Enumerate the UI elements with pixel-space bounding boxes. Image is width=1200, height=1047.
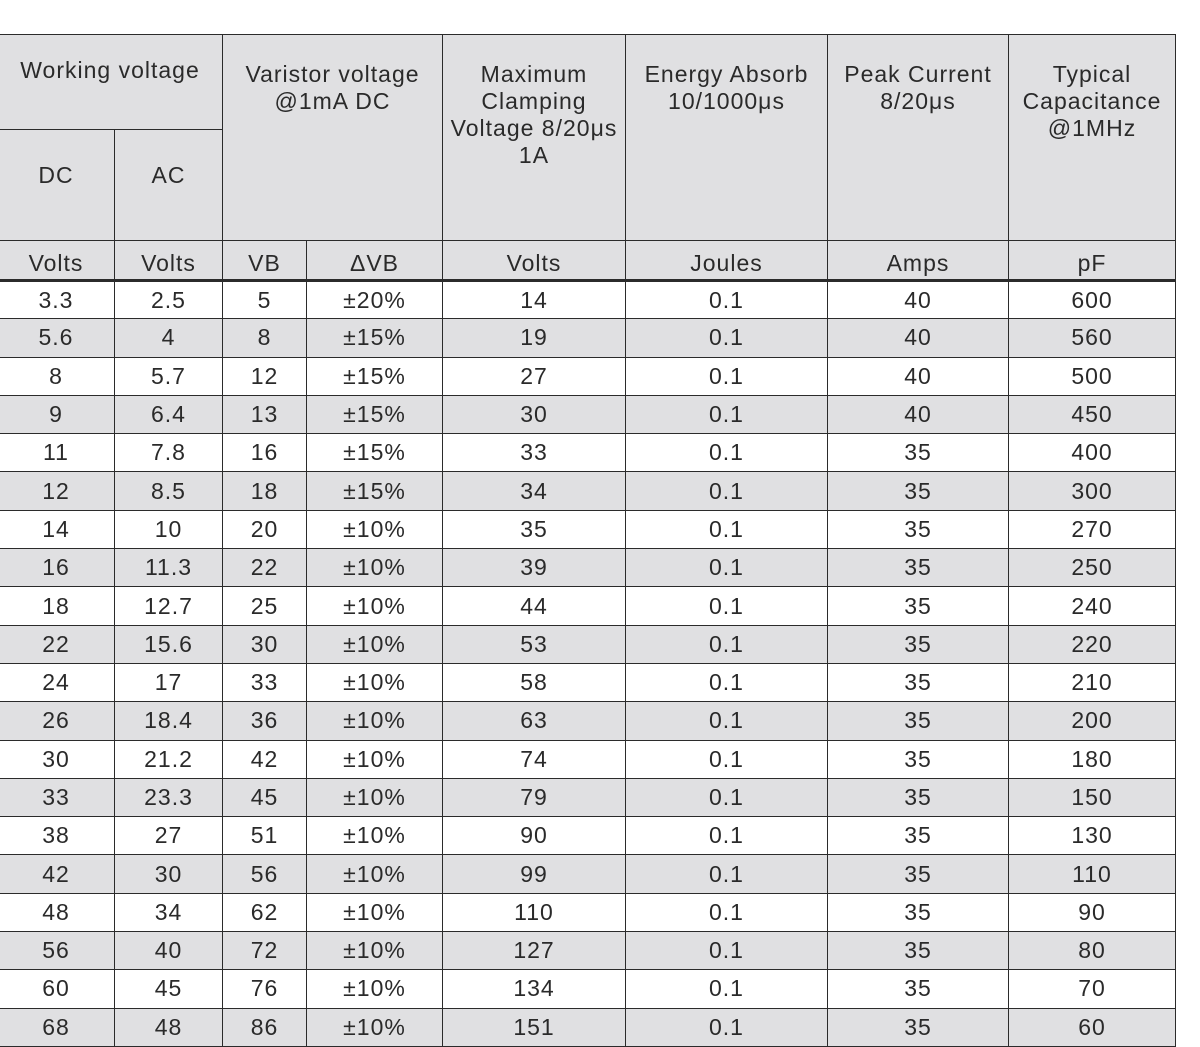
table-cell: 58 [443,663,626,701]
table-cell: 151 [443,1008,626,1046]
table-cell: ±15% [307,395,443,433]
table-row [0,778,1176,816]
table-cell: 14 [443,281,626,319]
table-cell: 35 [828,932,1009,970]
table-cell: 74 [443,740,626,778]
table-cell: 6.4 [115,395,223,433]
table-cell: 12 [0,472,115,510]
table-cell: ±10% [307,932,443,970]
table-cell: 44 [443,587,626,625]
clamping-voltage-header: Maximum Clamping Voltage 8/20μs 1A [443,35,626,241]
table-cell: 180 [1009,740,1176,778]
table-cell: 0.1 [626,1008,828,1046]
table-cell: 70 [1009,970,1176,1008]
table-cell: 34 [115,893,223,931]
table-row [0,357,1176,395]
table-row [0,740,1176,778]
table-cell: 20 [223,510,307,548]
table-cell: 0.1 [626,357,828,395]
table-cell: ±10% [307,510,443,548]
table-cell: 35 [828,625,1009,663]
table-cell: 53 [443,625,626,663]
table-cell: 210 [1009,663,1176,701]
table-cell: 0.1 [626,319,828,357]
unit-cell: Volts [443,241,626,281]
table-cell: 30 [115,855,223,893]
table-cell: 22 [0,625,115,663]
table-cell: 42 [223,740,307,778]
table-cell: 40 [828,357,1009,395]
table-cell: 25 [223,587,307,625]
table-cell: 34 [443,472,626,510]
table-cell: 35 [828,855,1009,893]
table-cell: 0.1 [626,970,828,1008]
table-cell: 127 [443,932,626,970]
table-cell: 35 [828,549,1009,587]
varistor-spec-table [0,34,1176,1047]
table-cell: ±15% [307,472,443,510]
table-cell: 35 [828,587,1009,625]
table-cell: 7.8 [115,434,223,472]
table-cell: 18 [223,472,307,510]
table-cell: 35 [443,510,626,548]
table-cell: 35 [828,472,1009,510]
table-cell: 62 [223,893,307,931]
unit-cell: Amps [828,241,1009,281]
table-cell: 35 [828,817,1009,855]
table-cell: 90 [1009,893,1176,931]
table-row [0,434,1176,472]
table-row [0,855,1176,893]
table-cell: 5 [223,281,307,319]
table-cell: 130 [1009,817,1176,855]
table-cell: 19 [443,319,626,357]
table-row [0,587,1176,625]
table-cell: 86 [223,1008,307,1046]
table-cell: 0.1 [626,395,828,433]
table-row [0,625,1176,663]
table-cell: 400 [1009,434,1176,472]
table-row [0,395,1176,433]
table-cell: 17 [115,663,223,701]
table-body [0,281,1176,1047]
unit-cell: Joules [626,241,828,281]
table-cell: ±10% [307,855,443,893]
table-row [0,472,1176,510]
table-cell: 0.1 [626,434,828,472]
table-cell: ±20% [307,281,443,319]
table-cell: 35 [828,893,1009,931]
table-cell: 110 [1009,855,1176,893]
table-cell: ±10% [307,893,443,931]
table-cell: 63 [443,702,626,740]
table-cell: ±10% [307,740,443,778]
table-cell: 35 [828,970,1009,1008]
table-cell: 27 [443,357,626,395]
table-cell: 134 [443,970,626,1008]
table-cell: 36 [223,702,307,740]
table-cell: 30 [0,740,115,778]
table-cell: 240 [1009,587,1176,625]
table-cell: ±10% [307,1008,443,1046]
table-cell: 18.4 [115,702,223,740]
ac-header: AC [115,130,223,241]
table-cell: 35 [828,1008,1009,1046]
unit-cell: Volts [0,241,115,281]
table-cell: 27 [115,817,223,855]
table-cell: 0.1 [626,740,828,778]
unit-cell: pF [1009,241,1176,281]
table-cell: 12 [223,357,307,395]
table-cell: 48 [115,1008,223,1046]
table-cell: 60 [1009,1008,1176,1046]
table-cell: ±10% [307,970,443,1008]
unit-cell: ΔVB [307,241,443,281]
table-row [0,319,1176,357]
table-cell: ±10% [307,702,443,740]
table-cell: 35 [828,510,1009,548]
dc-header: DC [0,130,115,241]
table-cell: 0.1 [626,932,828,970]
table-cell: 2.5 [115,281,223,319]
working-voltage-header: Working voltage [0,35,223,130]
table-cell: 99 [443,855,626,893]
table-cell: 0.1 [626,587,828,625]
table-cell: ±10% [307,663,443,701]
table-cell: 33 [0,778,115,816]
table-cell: 13 [223,395,307,433]
table-cell: 39 [443,549,626,587]
table-cell: 12.7 [115,587,223,625]
table-row [0,817,1176,855]
table-cell: 40 [828,319,1009,357]
table-cell: 30 [443,395,626,433]
table-cell: 200 [1009,702,1176,740]
table-cell: 0.1 [626,778,828,816]
table-cell: 0.1 [626,625,828,663]
table-row [0,549,1176,587]
table-cell: 23.3 [115,778,223,816]
table-cell: 0.1 [626,702,828,740]
table-cell: 15.6 [115,625,223,663]
table-cell: 56 [223,855,307,893]
table-cell: 11.3 [115,549,223,587]
peak-current-header: Peak Current 8/20μs [828,35,1009,241]
table-cell: 0.1 [626,663,828,701]
unit-cell: Volts [115,241,223,281]
table-cell: 8 [223,319,307,357]
table-cell: 24 [0,663,115,701]
table-cell: 220 [1009,625,1176,663]
table-cell: 68 [0,1008,115,1046]
table-cell: 18 [0,587,115,625]
table-cell: 450 [1009,395,1176,433]
table-cell: 560 [1009,319,1176,357]
unit-cell: VB [223,241,307,281]
table-cell: ±10% [307,587,443,625]
table-cell: 8 [0,357,115,395]
table-cell: 270 [1009,510,1176,548]
table-cell: 48 [0,893,115,931]
table-cell: 56 [0,932,115,970]
table-cell: 0.1 [626,472,828,510]
table-cell: 0.1 [626,281,828,319]
table-cell: 30 [223,625,307,663]
table-cell: 40 [828,281,1009,319]
table-cell: 40 [115,932,223,970]
table-cell: 150 [1009,778,1176,816]
table-cell: 35 [828,740,1009,778]
table-row [0,893,1176,931]
table-cell: 90 [443,817,626,855]
varistor-voltage-header: Varistor voltage @1mA DC [223,35,443,241]
table-cell: 5.6 [0,319,115,357]
table-cell: 14 [0,510,115,548]
table-cell: 0.1 [626,855,828,893]
table-cell: 16 [0,549,115,587]
table-cell: 11 [0,434,115,472]
table-cell: ±10% [307,625,443,663]
table-cell: 9 [0,395,115,433]
table-cell: 110 [443,893,626,931]
table-cell: 33 [443,434,626,472]
table-row [0,1008,1176,1046]
table-cell: 35 [828,778,1009,816]
table-cell: 0.1 [626,549,828,587]
table-cell: 10 [115,510,223,548]
table-cell: ±15% [307,319,443,357]
table-cell: 21.2 [115,740,223,778]
table-cell: 16 [223,434,307,472]
table-cell: 51 [223,817,307,855]
table-cell: 0.1 [626,510,828,548]
table-row [0,663,1176,701]
capacitance-header: Typical Capacitance @1MHz [1009,35,1176,241]
table-cell: 38 [0,817,115,855]
table-cell: 40 [828,395,1009,433]
table-row [0,932,1176,970]
table-cell: 4 [115,319,223,357]
table-cell: 76 [223,970,307,1008]
table-cell: 500 [1009,357,1176,395]
table-cell: 300 [1009,472,1176,510]
table-cell: ±10% [307,817,443,855]
table-cell: 0.1 [626,817,828,855]
table-row [0,510,1176,548]
table-cell: 45 [115,970,223,1008]
table-cell: 33 [223,663,307,701]
table-cell: 22 [223,549,307,587]
table-cell: 0.1 [626,893,828,931]
table-cell: 60 [0,970,115,1008]
table-cell: 72 [223,932,307,970]
table-cell: 42 [0,855,115,893]
table-cell: 45 [223,778,307,816]
energy-absorb-header: Energy Absorb 10/1000μs [626,35,828,241]
table-cell: 79 [443,778,626,816]
table-cell: 250 [1009,549,1176,587]
units-row [0,241,1176,281]
table-row [0,702,1176,740]
table-cell: 35 [828,663,1009,701]
table-cell: 5.7 [115,357,223,395]
table-cell: ±10% [307,549,443,587]
table-cell: 35 [828,702,1009,740]
table-cell: 35 [828,434,1009,472]
table-cell: 600 [1009,281,1176,319]
table-cell: ±10% [307,778,443,816]
table-cell: 80 [1009,932,1176,970]
table-cell: 26 [0,702,115,740]
table-row [0,970,1176,1008]
table-row [0,281,1176,319]
table-cell: ±15% [307,357,443,395]
table-cell: 8.5 [115,472,223,510]
table-cell: 3.3 [0,281,115,319]
table-cell: ±15% [307,434,443,472]
